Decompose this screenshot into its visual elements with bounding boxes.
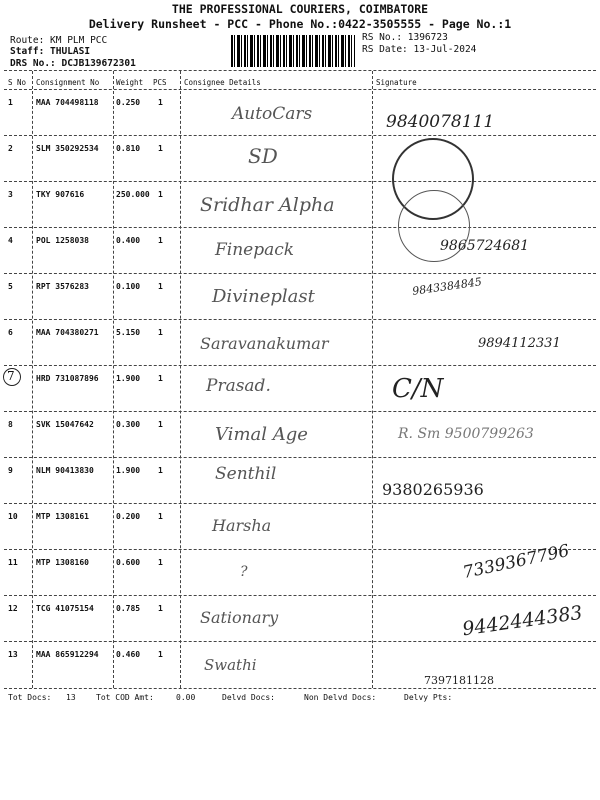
row-weight: 5.150 <box>116 328 141 337</box>
table-row <box>0 642 600 689</box>
row-weight: 1.900 <box>116 466 141 475</box>
row-weight: 0.300 <box>116 420 141 429</box>
route: Route: KM PLM PCC <box>10 35 108 46</box>
row-weight: 0.400 <box>116 236 141 245</box>
row-sno: 3 <box>8 190 13 199</box>
table-row <box>0 274 600 321</box>
row-sno: 9 <box>8 466 13 475</box>
row-consignment: TCG 41075154 <box>36 604 94 613</box>
signature-handwriting: R. Sm 9500799263 <box>398 426 534 442</box>
consignee-handwriting: Prasad. <box>206 376 271 396</box>
row-sno: 12 <box>8 604 18 613</box>
signature-handwriting: 9843384845 <box>411 275 483 298</box>
runsheet-subtitle: Delivery Runsheet - PCC - Phone No.:0422-3505555 - Page No.:1 <box>88 17 512 31</box>
consignee-handwriting: SD <box>248 144 278 168</box>
consignee-handwriting: Senthil <box>215 464 277 484</box>
row-consignment: MAA 865912294 <box>36 650 99 659</box>
row-weight: 0.600 <box>116 558 141 567</box>
row-pcs: 1 <box>158 236 163 245</box>
row-consignment: SVK 15047642 <box>36 420 94 429</box>
table-row <box>0 458 600 505</box>
row-pcs: 1 <box>158 604 163 613</box>
col-signature: Signature <box>376 78 417 87</box>
row-weight: 0.100 <box>116 282 141 291</box>
drs-number: DRS No.: DCJB139672301 <box>10 58 136 69</box>
row-weight: 0.250 <box>116 98 141 107</box>
signature-handwriting: 9894112331 <box>478 336 561 351</box>
row-sno: 2 <box>8 144 13 153</box>
row-sno: 5 <box>8 282 13 291</box>
rs-date: RS Date: 13-Jul-2024 <box>362 44 477 55</box>
table-row <box>0 90 600 137</box>
tot-docs-label: Tot Docs: <box>8 693 52 702</box>
consignee-handwriting: AutoCars <box>232 104 313 124</box>
table-row <box>0 596 600 643</box>
row-pcs: 1 <box>158 420 163 429</box>
table-row <box>0 504 600 551</box>
table-row <box>0 412 600 459</box>
table-row <box>0 320 600 367</box>
consignee-handwriting: Sridhar Alpha <box>200 194 335 216</box>
row-sno: 1 <box>8 98 13 107</box>
signature-handwriting: 9865724681 <box>440 238 530 254</box>
row-consignment: TKY 907616 <box>36 190 85 199</box>
row-pcs: 1 <box>158 512 163 521</box>
company-title: THE PROFESSIONAL COURIERS, COIMBATORE <box>171 2 429 16</box>
consignee-handwriting: Finepack <box>215 240 295 260</box>
row-pcs: 1 <box>158 558 163 567</box>
consignee-handwriting: Divineplast <box>212 286 315 307</box>
row-pcs: 1 <box>158 98 163 107</box>
row-consignment: POL 1258038 <box>36 236 89 245</box>
consignee-handwriting: Harsha <box>212 516 272 535</box>
row-pcs: 1 <box>158 328 163 337</box>
signature-handwriting: 9840078111 <box>386 112 495 132</box>
row-sno: 11 <box>8 558 18 567</box>
signature-handwriting: 7397181128 <box>424 674 494 687</box>
company-stamp-inner <box>398 190 470 262</box>
rs-number: RS No.: 1396723 <box>362 32 448 43</box>
row-consignment: SLM 350292534 <box>36 144 99 153</box>
tot-cod-value: 0.00 <box>176 693 196 702</box>
barcode <box>231 35 355 67</box>
tot-docs-value: 13 <box>66 693 76 702</box>
consignee-handwriting: Swathi <box>204 656 257 674</box>
row-sno: 6 <box>8 328 13 337</box>
row-sno: 8 <box>8 420 13 429</box>
tot-cod-label: Tot COD Amt: <box>96 693 154 702</box>
row-pcs: 1 <box>158 144 163 153</box>
row-sno: 10 <box>8 512 18 521</box>
row-pcs: 1 <box>158 190 163 199</box>
circled-number: 7 <box>7 369 15 383</box>
row-weight: 0.810 <box>116 144 141 153</box>
table-row <box>0 366 600 413</box>
col-sno: S No <box>8 78 27 87</box>
signature-handwriting: 9380265936 <box>382 480 484 499</box>
signature-handwriting: 7339367796 <box>461 540 572 584</box>
row-weight: 0.200 <box>116 512 141 521</box>
non-delvd-docs: Non Delvd Docs: <box>304 693 377 702</box>
row-sno: 4 <box>8 236 13 245</box>
staff: Staff: THULASI <box>10 46 91 57</box>
row-pcs: 1 <box>158 466 163 475</box>
table-row <box>0 228 600 275</box>
row-weight: 250.000 <box>116 190 150 199</box>
row-consignment: NLM 90413830 <box>36 466 94 475</box>
col-weight: Weight <box>116 78 144 87</box>
row-sno: 13 <box>8 650 18 659</box>
col-consignment: Consignment No <box>36 78 100 87</box>
row-pcs: 1 <box>158 374 163 383</box>
table-row <box>0 540 600 597</box>
row-consignment: MAA 704380271 <box>36 328 99 337</box>
table-row <box>0 136 600 183</box>
row-pcs: 1 <box>158 650 163 659</box>
circled-mark <box>3 368 21 386</box>
row-consignment: RPT 3576283 <box>36 282 89 291</box>
delvy-pts: Delvy Pts: <box>404 693 453 702</box>
rule <box>4 70 596 71</box>
table-row <box>0 182 600 229</box>
signature-handwriting: 9442444383 <box>461 601 584 641</box>
row-consignment: MTP 1308161 <box>36 512 89 521</box>
row-weight: 0.460 <box>116 650 141 659</box>
consignee-handwriting: Sationary <box>200 608 279 627</box>
consignee-handwriting: Saravanakumar <box>200 334 329 353</box>
row-consignment: MTP 1308160 <box>36 558 89 567</box>
consignee-handwriting: ? <box>240 564 248 580</box>
col-pcs: PCS <box>153 78 167 87</box>
row-consignment: HRD 731087896 <box>36 374 99 383</box>
row-pcs: 1 <box>158 282 163 291</box>
signature-handwriting: C/N <box>392 374 444 404</box>
row-weight: 1.900 <box>116 374 141 383</box>
col-consignee: Consignee Details <box>184 78 261 87</box>
delvd-docs: Delvd Docs: <box>222 693 275 702</box>
consignee-handwriting: Vimal Age <box>215 424 308 445</box>
row-consignment: MAA 704498118 <box>36 98 99 107</box>
row-weight: 0.785 <box>116 604 141 613</box>
